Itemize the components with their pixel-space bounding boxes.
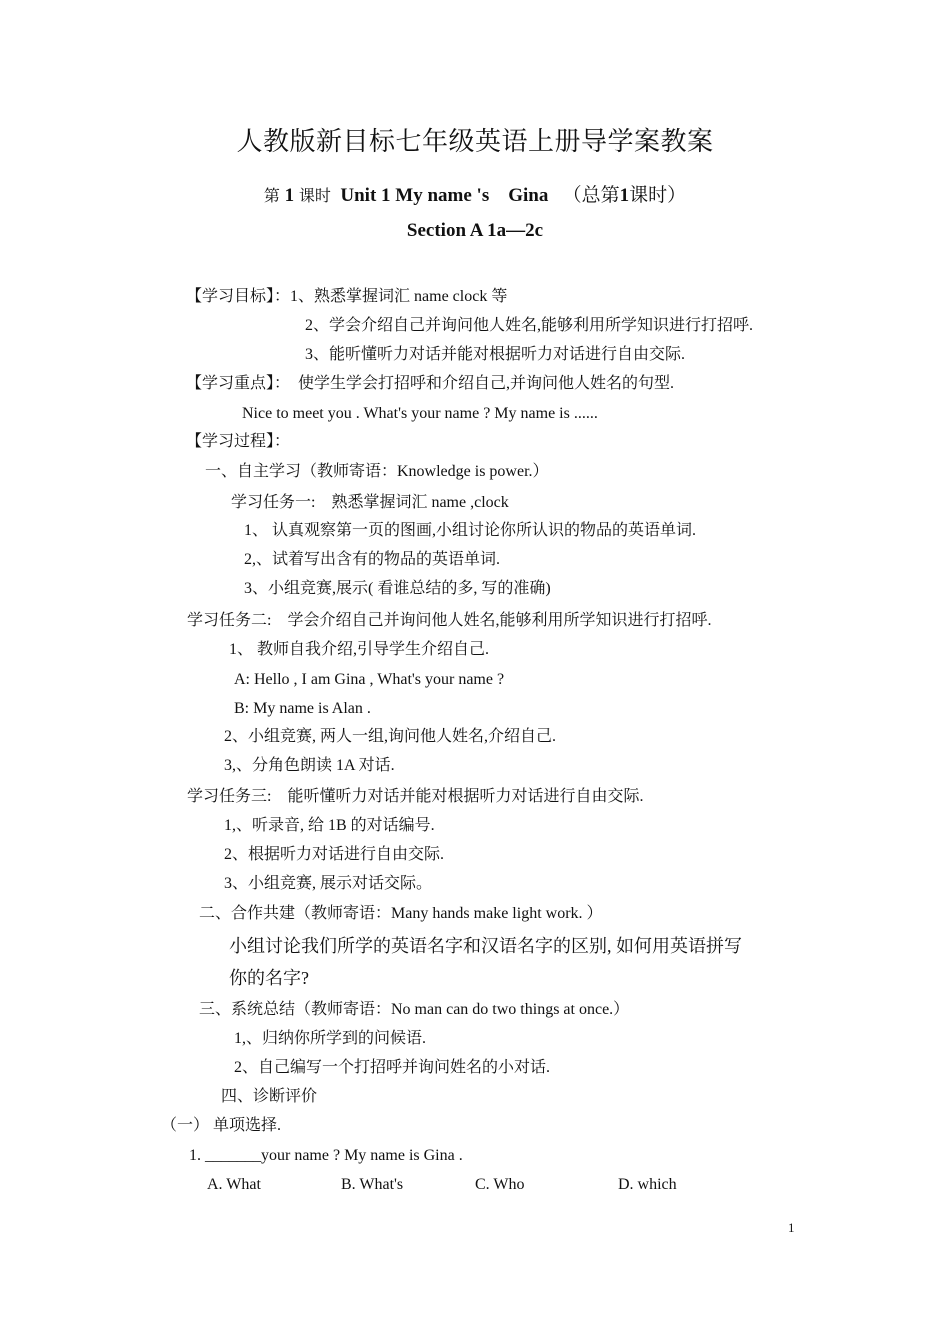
dialog-a: A: Hello , I am Gina , What's your name ? bbox=[234, 671, 505, 688]
task-1-item-3: 3、小组竞赛,展示( 看谁总结的多, 写的准确) bbox=[244, 580, 551, 597]
part-3-heading: 三、系统总结（教师寄语：No man can do two things at once.） bbox=[199, 1001, 630, 1018]
total-prefix: （总第 bbox=[562, 185, 620, 206]
page-number: 1 bbox=[788, 1220, 795, 1235]
part-2-text-2: 你的名字? bbox=[229, 968, 309, 988]
option-a: A. What bbox=[207, 1176, 261, 1193]
goal-2: 2、学会介绍自己并询问他人姓名,能够利用所学知识进行打招呼. bbox=[305, 317, 754, 334]
part-4-heading: 四、诊断评价 bbox=[221, 1088, 318, 1105]
question-1: 1. _______your name ? My name is Gina . bbox=[189, 1147, 463, 1164]
key-example: Nice to meet you . What's your name ? My name is ...... bbox=[242, 405, 598, 422]
lesson-number: 1 bbox=[284, 185, 295, 206]
goal-3: 3、能听懂听力对话并能对根据听力对话进行自由交际. bbox=[305, 346, 686, 363]
part-2-text-1: 小组讨论我们所学的英语名字和汉语名字的区别, 如何用英语拼写 bbox=[229, 936, 742, 956]
total-number: 1 bbox=[619, 185, 630, 206]
option-c: C. Who bbox=[475, 1176, 525, 1193]
task-1-item-1: 1、 认真观察第一页的图画,小组讨论你所认识的物品的英语单词. bbox=[244, 522, 697, 539]
task-2-item-2: 2、小组竞赛, 两人一组,询问他人姓名,介绍自己. bbox=[224, 728, 557, 745]
section-title: Section A 1a—2c bbox=[406, 220, 544, 241]
task-1-title: 学习任务一: 熟悉掌握词汇 name ,clock bbox=[231, 494, 509, 511]
total-suffix: 课时） bbox=[629, 185, 687, 206]
part-3-item-2: 2、自己编写一个打招呼并询问姓名的小对话. bbox=[234, 1059, 551, 1076]
exercise-heading: （一） 单项选择. bbox=[161, 1117, 282, 1134]
lesson-prefix: 第 bbox=[263, 188, 280, 205]
task-3-item-1: 1,、听录音, 给 1B 的对话编号. bbox=[224, 817, 435, 834]
document-title: 人教版新目标七年级英语上册导学案教案 bbox=[236, 127, 714, 156]
lesson-suffix: 课时 bbox=[298, 188, 331, 205]
key-text: 使学生学会打招呼和介绍自己,并询问他人姓名的句型. bbox=[298, 375, 675, 392]
task-3-item-3: 3、小组竞赛, 展示对话交际。 bbox=[224, 875, 433, 892]
task-1-item-2: 2,、试着写出含有的物品的英语单词. bbox=[244, 551, 501, 568]
task-2-item-1: 1、 教师自我介绍,引导学生介绍自己. bbox=[229, 641, 490, 658]
process-label: 【学习过程】： bbox=[186, 433, 291, 450]
part-3-item-1: 1,、归纳你所学到的问候语. bbox=[234, 1030, 427, 1047]
key-line bbox=[186, 374, 674, 394]
part-2-heading: 二、合作共建（教师寄语：Many hands make light work. ） bbox=[199, 905, 603, 922]
task-3-title: 学习任务三: 能听懂听力对话并能对根据听力对话进行自由交际. bbox=[187, 788, 644, 805]
unit-title: Unit 1 My name 's Gina bbox=[340, 185, 549, 206]
goals-line-1 bbox=[186, 287, 507, 307]
lesson-subtitle bbox=[0, 184, 950, 209]
task-2-item-3: 3,、分角色朗读 1A 对话. bbox=[224, 757, 395, 774]
task-3-item-2: 2、根据听力对话进行自由交际. bbox=[224, 846, 445, 863]
option-b: B. What's bbox=[341, 1176, 404, 1193]
dialog-b: B: My name is Alan . bbox=[234, 700, 371, 717]
goals-label: 【学习目标】： bbox=[186, 288, 291, 305]
part-1-heading: 一、自主学习（教师寄语：Knowledge is power.） bbox=[205, 463, 549, 480]
task-2-title: 学习任务二: 学会介绍自己并询问他人姓名,能够利用所学知识进行打招呼. bbox=[187, 612, 712, 629]
goal-1: 1、熟悉掌握词汇 name clock 等 bbox=[290, 288, 508, 305]
key-label: 【学习重点】： bbox=[186, 375, 291, 392]
option-d: D. which bbox=[618, 1176, 677, 1193]
